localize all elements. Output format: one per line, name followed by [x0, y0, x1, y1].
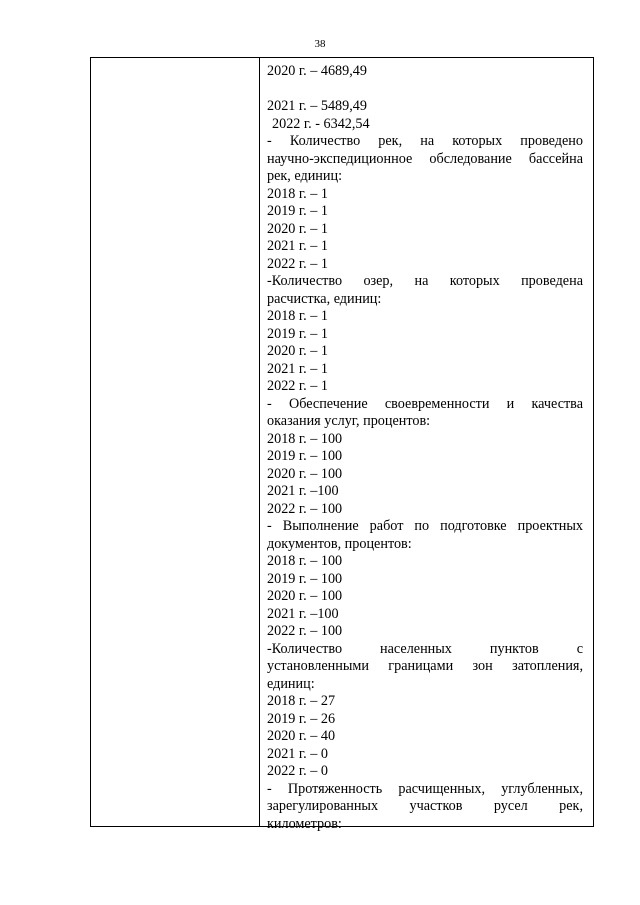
text-line: 2019 г. – 1 [267, 325, 328, 342]
text-line: оказания услуг, процентов: [267, 413, 431, 429]
text-line: 2018 г. – 1 [267, 308, 328, 324]
text-line: документов, процентов: [267, 535, 412, 552]
text-line: 2019 г. – 26 [267, 710, 336, 727]
text-line: 2018 г. – 100 [267, 430, 343, 447]
page-number: 38 [314, 38, 326, 50]
text-line: расчистка, единиц: [267, 290, 382, 307]
text-line: 2019 г. – 100 [267, 570, 343, 587]
text-line: 2018 г. – 100 [267, 553, 343, 569]
text-line: 2020 г. – 1 [267, 220, 328, 237]
text-line: 2018 г. – 27 [267, 693, 336, 709]
text-line: 2020 г. – 100 [267, 465, 343, 482]
text-line: - Обеспечение своевременности и качества [267, 395, 583, 412]
text-line: 2022 г. - 6342,54 [272, 115, 370, 132]
text-line: 2020 г. – 40 [267, 728, 336, 744]
text-line: -Количество населенных пунктов с [267, 640, 583, 657]
text-line: 2021 г. – 5489,49 [267, 98, 367, 114]
text-line: 2021 г. – 1 [267, 360, 328, 377]
text-line: установленными границами зон затопления, [267, 658, 583, 674]
text-line: 2022 г. – 1 [267, 378, 328, 394]
text-line: 2022 г. – 1 [267, 255, 328, 272]
text-line: - Выполнение работ по подготовке проектных [267, 518, 583, 534]
text-line: 2019 г. – 1 [267, 203, 328, 219]
text-line: единиц: [267, 675, 315, 692]
document-table [90, 57, 594, 832]
text-line: -Количество озер, на которых проведена [267, 273, 583, 289]
text-line: 2022 г. – 100 [267, 623, 343, 639]
text-line: 2020 г. – 100 [267, 588, 343, 604]
text-line: зарегулированных участков русел рек, [267, 798, 583, 814]
text-line: - Количество рек, на которых проведено [267, 133, 583, 149]
text-line: 2021 г. –100 [267, 605, 339, 622]
text-line: 2022 г. – 0 [267, 763, 328, 779]
column-divider [259, 58, 260, 826]
text-line: 2021 г. –100 [267, 483, 339, 499]
text-line: 2021 г. – 0 [267, 745, 328, 762]
text-line: 2020 г. – 1 [267, 343, 328, 359]
text-line: 2019 г. – 100 [267, 448, 343, 464]
table-right-cell [267, 63, 583, 833]
text-line: рек, единиц: [267, 168, 343, 184]
text-line: научно-экспедиционное обследование бассейна [267, 150, 583, 167]
text-line: километров: [267, 815, 342, 832]
blank-line [267, 81, 583, 99]
text-line: 2020 г. – 4689,49 [267, 63, 367, 79]
text-line: 2018 г. – 1 [267, 185, 328, 202]
text-line: - Протяженность расчищенных, углубленных, [267, 780, 583, 797]
text-line: 2021 г. – 1 [267, 238, 328, 254]
text-line: 2022 г. – 100 [267, 500, 343, 517]
